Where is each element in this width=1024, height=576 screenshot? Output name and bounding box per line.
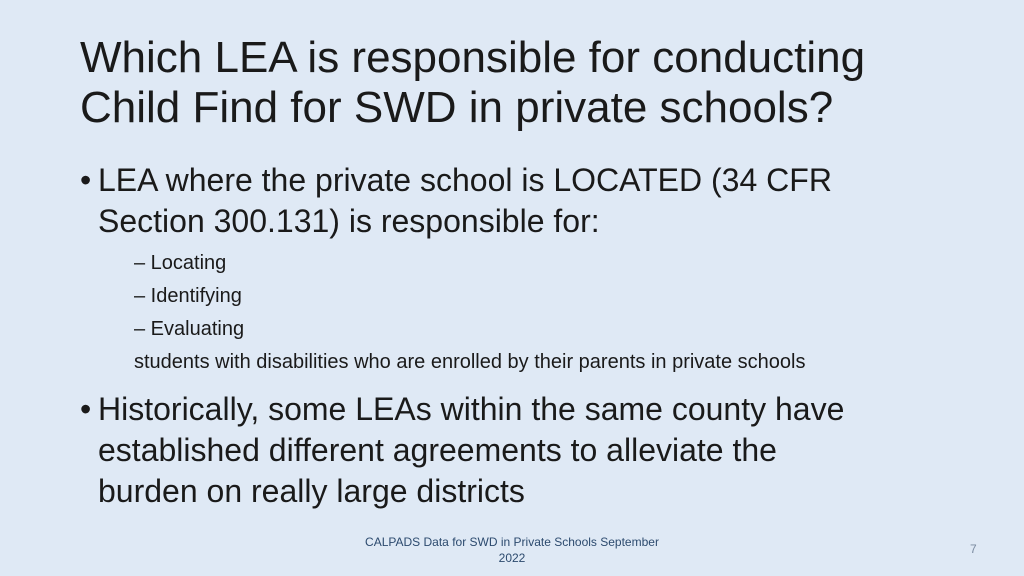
page-number: 7 bbox=[970, 542, 977, 556]
bullet-item-lea-located bbox=[80, 160, 980, 379]
sub-list bbox=[134, 247, 980, 379]
bullet-text-line: burden on really large districts bbox=[98, 473, 525, 509]
slide-title bbox=[80, 33, 960, 133]
bullet-dot-icon: • bbox=[80, 162, 92, 198]
footer-line-1: CALPADS Data for SWD in Private Schools September bbox=[365, 535, 659, 549]
sub-item-evaluating: – Evaluating bbox=[134, 318, 245, 340]
footer-line-2: 2022 bbox=[498, 551, 526, 565]
sub-note: students with disabilities who are enrolled by their parents in private schools bbox=[134, 351, 806, 373]
title-line-2: Child Find for SWD in private schools? bbox=[80, 83, 834, 132]
title-line-1: Which LEA is responsible for conducting bbox=[80, 33, 866, 82]
sub-item-locating: – Locating bbox=[134, 252, 227, 274]
slide-body bbox=[80, 160, 980, 512]
sub-item-identifying: – Identifying bbox=[134, 285, 242, 307]
footer-text bbox=[345, 534, 679, 566]
bullet-item-historically bbox=[80, 389, 980, 512]
bullet-text-line: LEA where the private school is LOCATED (34 CFR bbox=[98, 162, 832, 198]
bullet-text-line: Historically, some LEAs within the same county have bbox=[98, 391, 845, 427]
bullet-text-line: established different agreements to alleviate the bbox=[98, 432, 777, 468]
bullet-dot-icon: • bbox=[80, 391, 92, 427]
bullet-text-line: Section 300.131) is responsible for: bbox=[98, 203, 600, 239]
